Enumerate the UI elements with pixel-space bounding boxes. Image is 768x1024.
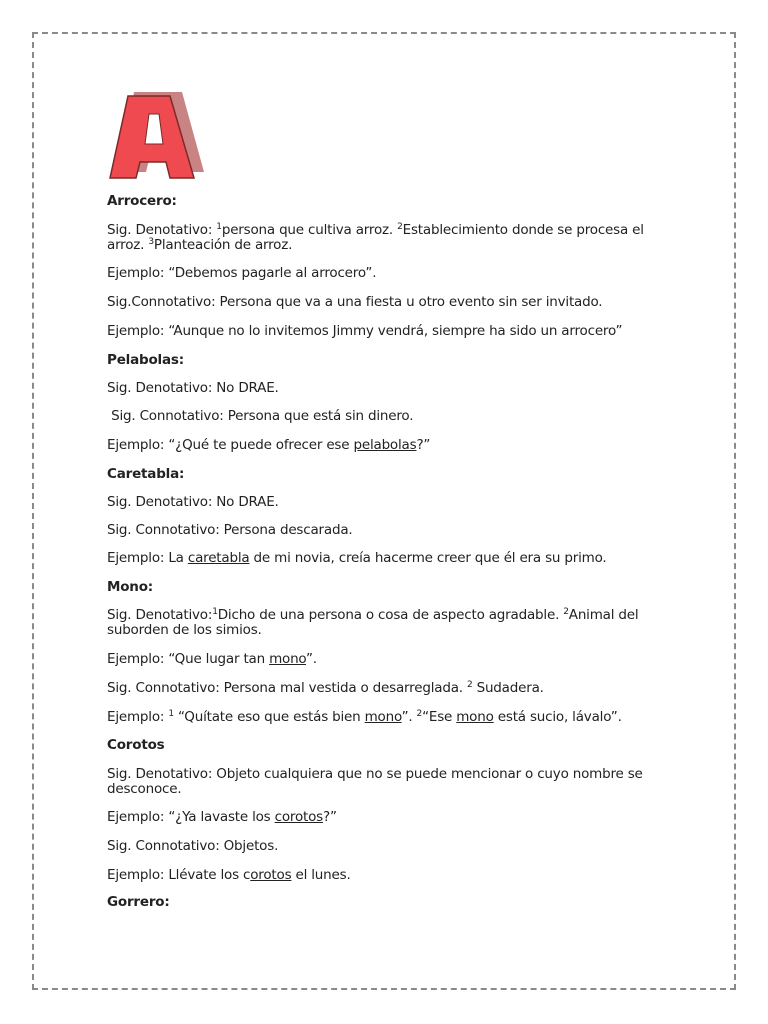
denotative-meaning: Sig. Denotativo:$^1$Dicho de una persona o cosa de aspecto agradable. $^2$Animal del suborden de los simios. [107, 607, 639, 638]
connotative-meaning: Sig. Connotativo: Persona que está sin dinero. [107, 408, 414, 424]
connotative-meaning: Sig. Connotativo: Objetos. [107, 838, 279, 854]
example: Ejemplo: “Debemos pagarle al arrocero”. [107, 265, 377, 281]
connotative-meaning: Sig.Connotativo: Persona que va a una fiesta u otro evento sin ser invitado. [107, 294, 603, 310]
denotative-meaning: Sig. Denotativo: No DRAE. [107, 494, 279, 510]
example: Ejemplo: “Aunque no lo invitemos Jimmy vendrá, siempre ha sido un arrocero” [107, 323, 623, 339]
example: Ejemplo: “Que lugar tan mono”. [107, 651, 317, 667]
example: Ejemplo: Llévate los corotos el lunes. [107, 867, 351, 883]
example: Ejemplo: “¿Ya lavaste los corotos?” [107, 809, 337, 825]
term-heading: Gorrero: [107, 894, 170, 910]
denotative-meaning: Sig. Denotativo: No DRAE. [107, 380, 279, 396]
denotative-meaning: Sig. Denotativo: Objeto cualquiera que no se puede mencionar o cuyo nombre se desconoce. [107, 766, 643, 797]
term-heading: Corotos [107, 737, 165, 753]
example: Ejemplo: “¿Qué te puede ofrecer ese pelabolas?” [107, 437, 431, 453]
term-heading: Pelabolas: [107, 352, 184, 368]
example: Ejemplo: $^1$ “Quítate eso que estás bien mono”. $^2$“Ese mono está sucio, lávalo”. [107, 709, 622, 725]
term-heading: Caretabla: [107, 466, 185, 482]
drop-cap-letter [106, 88, 210, 182]
connotative-meaning: Sig. Connotativo: Persona mal vestida o desarreglada. $^2$ Sudadera. [107, 680, 544, 696]
connotative-meaning: Sig. Connotativo: Persona descarada. [107, 522, 353, 538]
example: Ejemplo: La caretabla de mi novia, creía hacerme creer que él era su primo. [107, 550, 607, 566]
term-heading: Mono: [107, 579, 153, 595]
term-heading: Arrocero: [107, 193, 177, 209]
denotative-meaning: Sig. Denotativo: $^1$persona que cultiva arroz. $^2$Establecimiento donde se procesa el arroz. $^3$Planteación de arroz. [107, 222, 644, 253]
